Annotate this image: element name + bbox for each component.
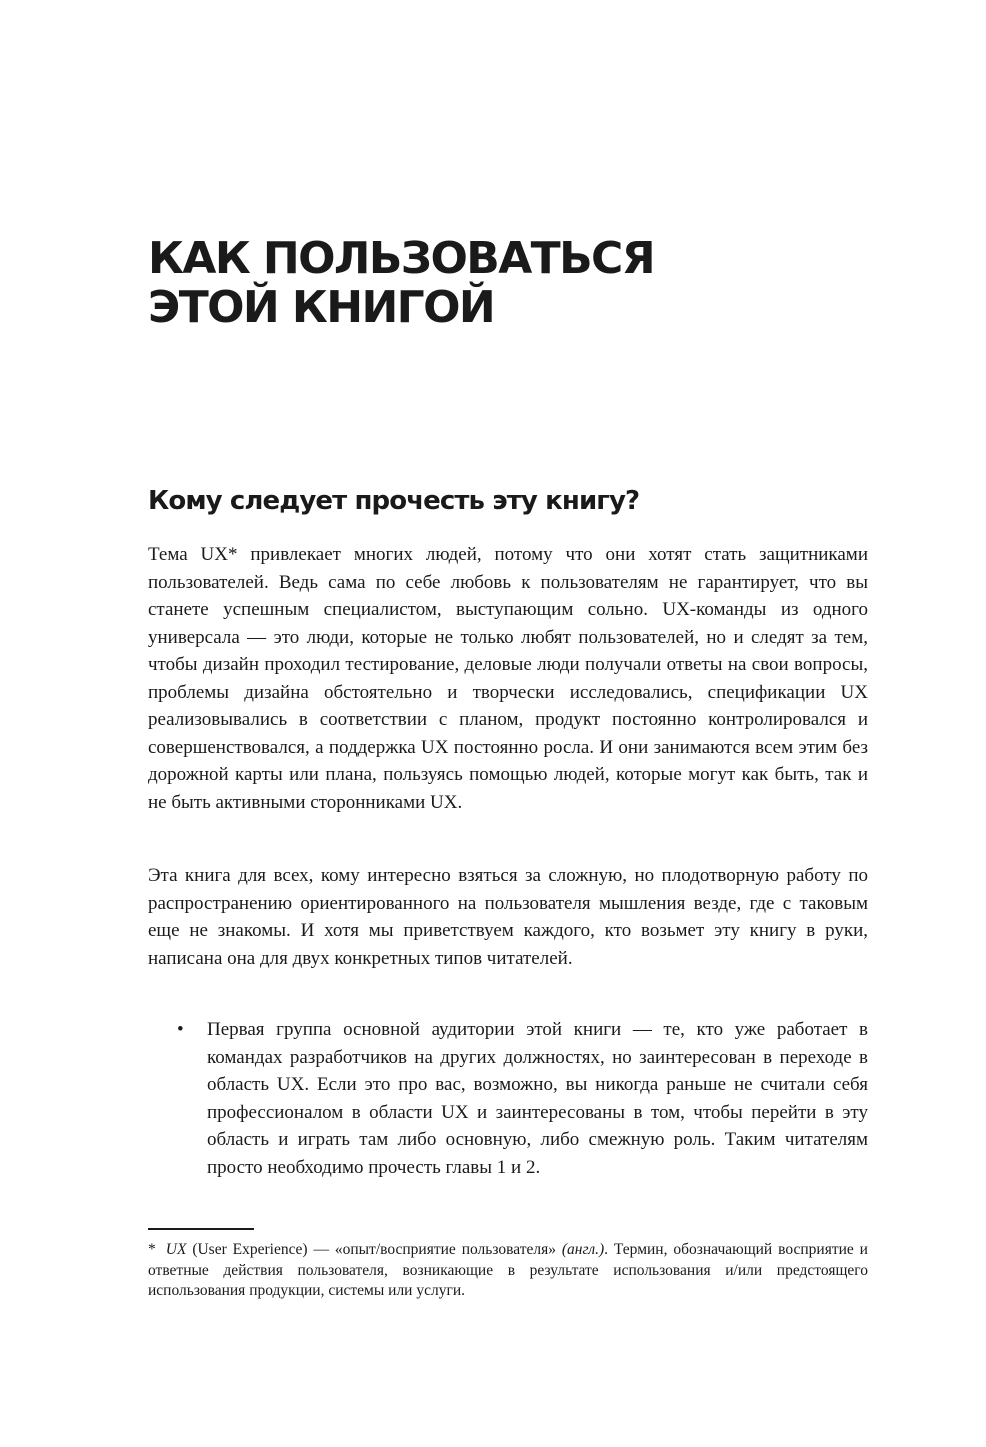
section-heading: Кому следует прочесть эту книгу? — [148, 486, 640, 516]
list-item — [148, 1016, 868, 1181]
paragraph-2: Эта книга для всех, кому интересно взяться за сложную, но плодотворную работу по распространению ориентированного на пользователя мышления везде, где с таковым еще не знакомы. И хотя мы приветствуем каждого, кто возьмет эту книгу в руки, написана она для двух конкретных типов читателей. — [148, 865, 868, 969]
chapter-title-line-2: ЭТОЙ КНИГОЙ — [148, 282, 495, 333]
footnote — [148, 1240, 868, 1302]
footnote-lang-note: (англ.) — [561, 1241, 605, 1258]
footnote-text-a: (User Experience) — «опыт/восприятие пользователя» — [186, 1241, 562, 1258]
bullet-icon: • — [177, 1019, 184, 1040]
chapter-title-line-1: КАК ПОЛЬЗОВАТЬСЯ — [148, 233, 654, 284]
audience-list — [148, 1016, 868, 1181]
chapter-title — [148, 234, 654, 332]
footnote-term: UX — [165, 1241, 187, 1258]
footnote-text-b: . Термин, обозначающий восприятие и ответные действия пользователя, возникающие в результате использования и/или предстоящего использования продукции, системы или услуги. — [148, 1241, 868, 1299]
footnote-divider — [148, 1228, 254, 1230]
list-item-text: Первая группа основной аудитории этой книги — те, кто уже работает в командах разработчиков на других должностях, но заинтересован в переходе в область UX. Если это про вас, возможно, вы никогда раньше не считали себя профессионалом в области UX и заинтересованы в том, чтобы перейти в эту область и играть там либо основную, либо смежную роль. Таким читателям просто необходимо прочесть главы 1 и 2. — [207, 1019, 868, 1178]
footnote-mark: * — [148, 1241, 156, 1258]
paragraph-1: Тема UX* привлекает многих людей, потому что они хотят стать защитниками пользователей. Ведь сама по себе любовь к пользователям не гарантирует, что вы станете успешным специалистом, выступающим сольно. UX-команды из одного универсала — это люди, которые не только любят пользователей, но и следят за тем, чтобы дизайн проходил тестирование, деловые люди получали ответы на свои вопросы, проблемы дизайна обстоятельно и творчески исследовались, спецификации UX реализовывались в соответствии с планом, продукт постоянно контролировался и совершенствовался, а поддержка UX постоянно росла. И они занимаются всем этим без дорожной карты или плана, пользуясь помощью людей, которые могут как быть, так и не быть активными сторонниками UX. — [148, 544, 868, 813]
